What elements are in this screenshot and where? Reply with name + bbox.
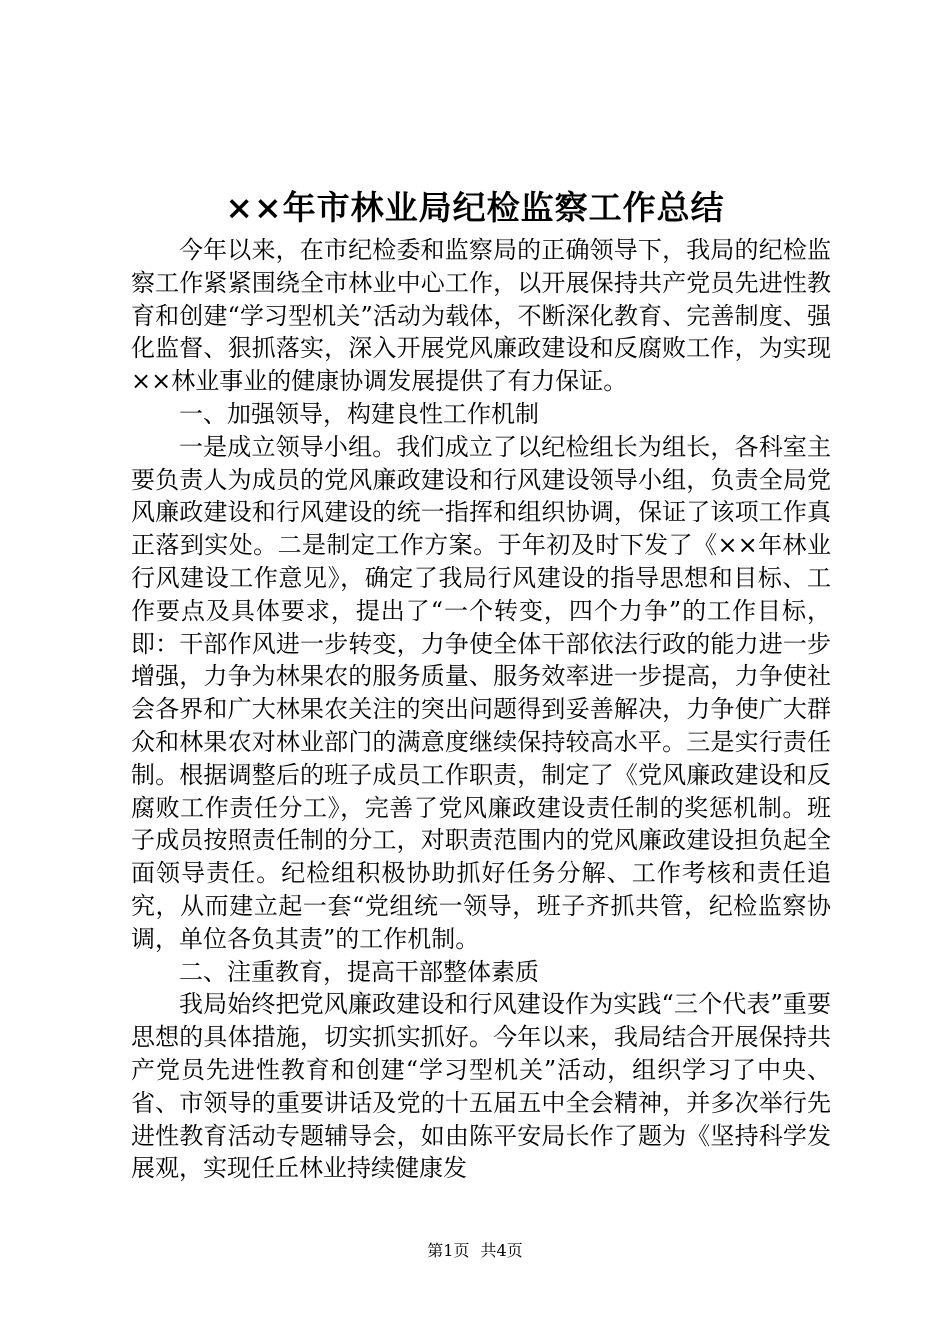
intro-paragraph: 今年以来，在市纪检委和监察局的正确领导下，我局的纪检监察工作紧紧围绕全市林业中心工作，以开展保持共产党员先进性教育和创建“学习型机关”活动为载体，不断深化教育、完善制度、强化监督、狠抓落实，深入开展党风廉政建设和反腐败工作，为实现××林业事业的健康协调发展提供了有力保证。 bbox=[131, 236, 831, 396]
page-footer bbox=[0, 1240, 950, 1262]
section-1-paragraph: 一是成立领导小组。我们成立了以纪检组长为组长，各科室主要负责人为成员的党风廉政建设和行风建设领导小组，负责全局党风廉政建设和行风建设的统一指挥和组织协调，保证了该项工作真正落到实处。二是制定工作方案。于年初及时下发了《××年林业行风建设工作意见》，确定了我局行风建设的指导思想和目标、工作要点及具体要求，提出了“一个转变，四个力争”的工作目标，即：干部作风进一步转变，力争使全体干部依法行政的能力进一步增强，力争为林果农的服务质量、服务效率进一步提高，力争使社会各界和广大林果农关注的突出问题得到妥善解决，力争使广大群众和林果农对林业部门的满意度继续保持较高水平。三是实行责任制。根据调整后的班子成员工作职责，制定了《党风廉政建设和反腐败工作责任分工》，完善了党风廉政建设责任制的奖惩机制。班子成员按照责任制的分工，对职责范围内的党风廉政建设担负起全面领导责任。纪检组积极协助抓好任务分解、工作考核和责任追究，从而建立起一套“党组统一领导，班子齐抓共管，纪检监察协调，单位各负其责”的工作机制。 bbox=[131, 432, 831, 953]
total-pages: 共4页 bbox=[480, 1241, 523, 1260]
section-2-paragraph: 我局始终把党风廉政建设和行风建设作为实践“三个代表”重要思想的具体措施，切实抓实抓好。今年以来，我局结合开展保持共产党员先进性教育和创建“学习型机关”活动，组织学习了中央、省、市领导的重要讲话及党的十五届五中全会精神，并多次举行先进性教育活动专题辅导会，如由陈平安局长作了题为《坚持科学发展观，实现任丘林业持续健康发 bbox=[131, 990, 831, 1183]
document-body bbox=[131, 234, 831, 1185]
page-number: 第1页 bbox=[427, 1241, 470, 1260]
section-heading-1: 一、加强领导，构建良性工作机制 bbox=[179, 399, 539, 428]
document-title: ××年市林业局纪检监察工作总结 bbox=[225, 188, 725, 227]
section-heading-2: 二、注重教育，提高干部整体素质 bbox=[179, 957, 539, 986]
